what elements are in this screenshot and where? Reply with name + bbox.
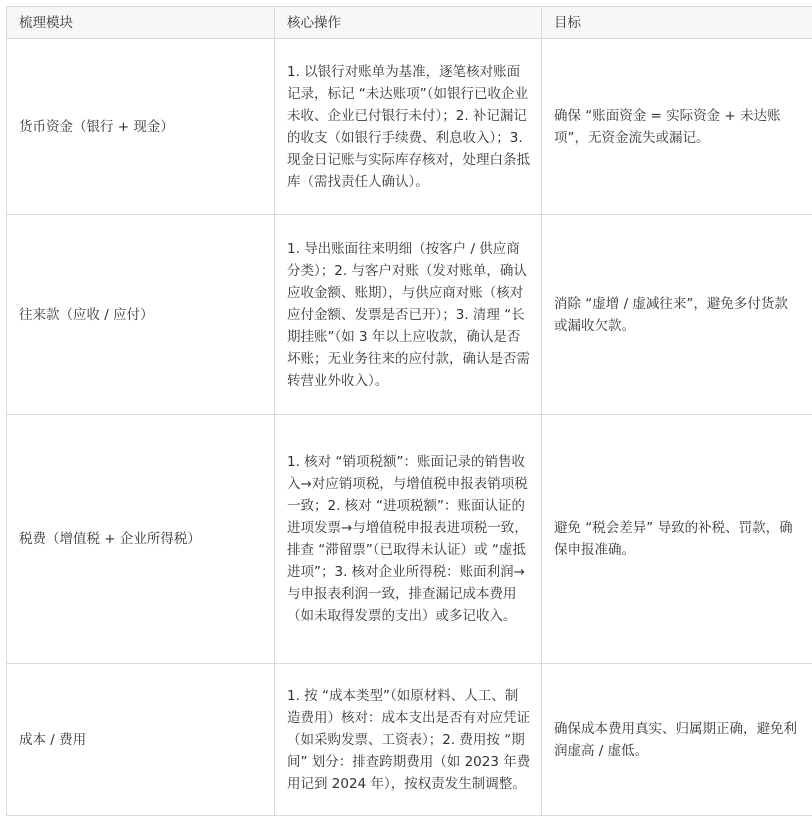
table-row xyxy=(7,664,812,816)
table-row xyxy=(7,215,812,415)
cell-goal: 避免 “税会差异” 导致的补税、罚款，确保申报准确。 xyxy=(542,415,812,664)
cell-operation: 1. 以银行对账单为基准，逐笔核对账面记录，标记 “未达账项”（如银行已收企业未收、企业已付银行未付）；2. 补记漏记的收支（如银行手续费、利息收入）；3. 现金日记账与实际库存核对，处理白条抵库（需找责任人确认）。 xyxy=(275,39,542,215)
cell-module: 货币资金（银行 + 现金） xyxy=(7,39,275,215)
header-goal: 目标 xyxy=(542,7,812,39)
table-row xyxy=(7,39,812,215)
header-operation: 核心操作 xyxy=(275,7,542,39)
cell-goal: 确保成本费用真实、归属期正确，避免利润虚高 / 虚低。 xyxy=(542,664,812,816)
cell-operation: 1. 核对 “销项税额”：账面记录的销售收入→对应销项税，与增值税申报表销项税一致；2. 核对 “进项税额”：账面认证的进项发票→与增值税申报表进项税一致，排查 “滞留票”（已取得未认证）或 “虚抵进项”；3. 核对企业所得税：账面利润→与申报表利润一致，排查漏记成本费用（如未取得发票的支出）或多记收入。 xyxy=(275,415,542,664)
table-row xyxy=(7,415,812,664)
cell-module: 税费（增值税 + 企业所得税） xyxy=(7,415,275,664)
reconciliation-table xyxy=(6,6,812,816)
cell-module: 往来款（应收 / 应付） xyxy=(7,215,275,415)
cell-goal: 消除 “虚增 / 虚减往来”，避免多付货款或漏收欠款。 xyxy=(542,215,812,415)
cell-operation: 1. 按 “成本类型”（如原材料、人工、制造费用）核对：成本支出是否有对应凭证（如采购发票、工资表）；2. 费用按 “期间” 划分：排查跨期费用（如 2023 年费用记到 2024 年），按权责发生制调整。 xyxy=(275,664,542,816)
header-module: 梳理模块 xyxy=(7,7,275,39)
cell-module: 成本 / 费用 xyxy=(7,664,275,816)
cell-operation: 1. 导出账面往来明细（按客户 / 供应商分类）；2. 与客户对账（发对账单，确认应收金额、账期），与供应商对账（核对应付金额、发票是否已开）；3. 清理 “长期挂账”（如 3 年以上应收款，确认是否坏账；无业务往来的应付款，确认是否需转营业外收入）。 xyxy=(275,215,542,415)
table-header-row xyxy=(7,7,812,39)
cell-goal: 确保 “账面资金 = 实际资金 + 未达账项”，无资金流失或漏记。 xyxy=(542,39,812,215)
